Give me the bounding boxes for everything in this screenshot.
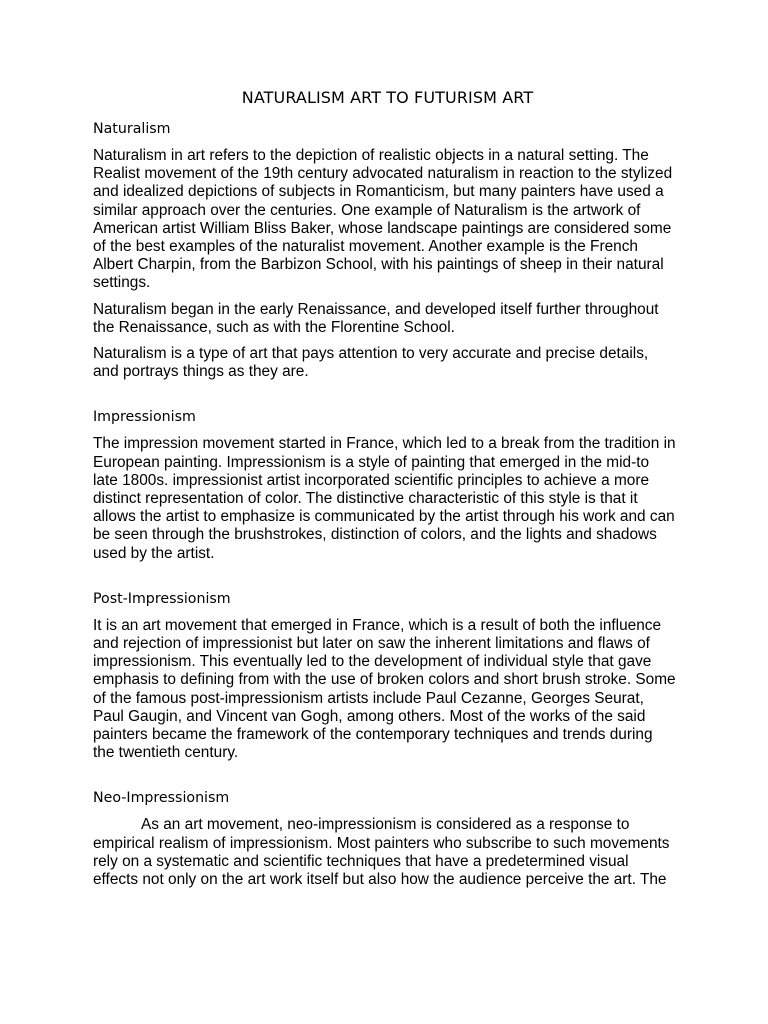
- section-heading: Neo-Impressionism: [93, 790, 230, 807]
- document-title: NATURALISM ART TO FUTURISM ART: [241, 88, 534, 107]
- paragraph: It is an art movement that emerged in France, which is a result of both the influence and rejection of impressionist but later on saw the inherent limitations and flaws of impressionism. This eventually led to the development of individual style that gave emphasis to defining from with the use of broken colors and short brush stroke. Some of the famous post-impressionism artists include Paul Cezanne, Georges Seurat, Paul Gaugin, and Vincent van Gogh, among others. Most of the works of the said painters became the framework of the contemporary techniques and trends during the twentieth century.: [93, 616, 676, 762]
- paragraph: Naturalism in art refers to the depiction of realistic objects in a natural setting. The Realist movement of the 19th century advocated naturalism in reaction to the stylized and idealized depictions of subjects in Romanticism, but many painters have used a similar approach over the centuries. One example of Naturalism is the artwork of American artist William Bliss Baker, whose landscape paintings are considered some of the best examples of the naturalist movement. Another example is the French Albert Charpin, from the Barbizon School, with his paintings of sheep in their natural settings.: [93, 147, 673, 292]
- section-post-impressionism: [93, 590, 676, 763]
- paragraph: Naturalism began in the early Renaissance, and developed itself further throughout the Renaissance, such as with the Florentine School.: [93, 300, 659, 336]
- section-heading: Naturalism: [93, 121, 171, 137]
- paragraph: As an art movement, neo-impressionism is considered as a response to empirical realism of impressionism. Most painters who subscribe to such movements rely on a systematic and scientific techniques that have a predetermined visual effects not only on the art work itself but also how the audience perceive the art. The: [93, 816, 670, 889]
- section-heading: Impressionism: [93, 409, 196, 426]
- section-impressionism: [93, 408, 676, 562]
- section-naturalism: [93, 120, 676, 381]
- section-neo-impressionism: [93, 789, 676, 889]
- section-heading: Post-Impressionism: [93, 590, 231, 607]
- paragraph: The impression movement started in France, which led to a break from the tradition in European painting. Impressionism is a style of painting that emerged in the mid-to late 1800s. impressionist artist incorporated scientific principles to achieve a more distinct representation of color. The distinctive characteristic of this style is that it allows the artist to emphasize is communicated by the artist through his work and can be seen through the brushstrokes, distinction of colors, and the lights and shadows used by the artist.: [93, 435, 676, 562]
- paragraph: Naturalism is a type of art that pays attention to very accurate and precise details, and portrays things as they are.: [93, 345, 649, 381]
